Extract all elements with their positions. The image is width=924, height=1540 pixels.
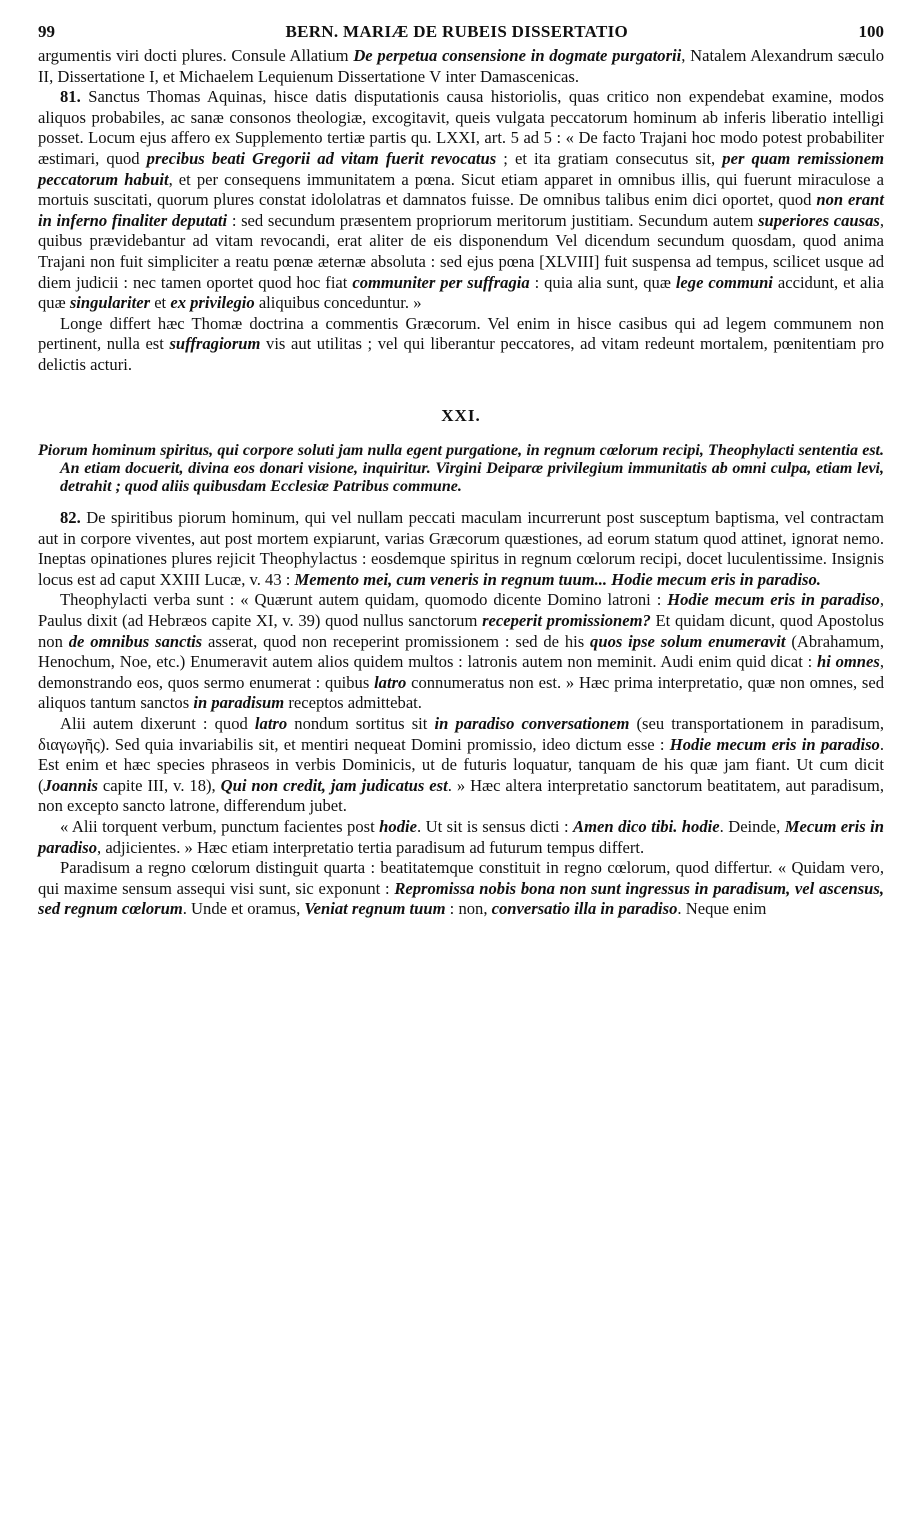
paragraph-number: 81. <box>60 87 81 107</box>
paragraph-continuation: argumentis viri docti plures. Consule Allatium De perpetua consensione in dogmate purgatorii, Natalem Alexandrum sæculo II, Dissertatione I, et Michaelem Lequienum Dissertatione V inter Damascenicas. <box>38 46 884 86</box>
paragraph-82-torquent: « Alii torquent verbum, punctum facientes post hodie. Ut sit is sensus dicti : Amen dico tibi. hodie. Deinde, Mecum eris in paradiso, adjicientes. » Hæc etiam interpretatio tertia paradisum ad futurum tempus differt. <box>38 817 884 857</box>
section-heading: XXI. <box>441 405 481 425</box>
paragraph-82-paradisum: Paradisum a regno cœlorum distinguit quarta : beatitatemque constituit in regno cœlorum, quod differtur. « Quidam vero, qui maxime sensum assequi visi sunt, sic exponunt : Repromissa nobis bona non sunt ingressus in paradisum, vel ascensus, sed regnum cœlorum. Unde et oramus, Veniat regnum tuum : non, conversatio illa in paradiso. Neque enim <box>38 858 884 919</box>
paragraph-82: 82. De spiritibus piorum hominum, qui vel nullam peccati maculam incurrerunt post susceptum baptisma, vel contractam aut in corpore viventes, aut post mortem expiarunt, varias Græcorum quæstiones, ad eorum statum quod attinet, ignorat nemo. Ineptas opinationes plures rejicit Theophylactus : eosdemque spiritus in regnum cœlorum recipi, docet luculentissime. Insignis locus est ad caput XXIII Lucæ, v. 43 : Memento mei, cum veneris in regnum tuum... Hodie mecum eris in paradiso. <box>38 508 884 589</box>
paragraph-82-alii: Alii autem dixerunt : quod latro nondum sortitus sit in paradiso conversationem (seu transportationem in paradisum, διαγωγῆς). Sed quia invariabilis sit, et mentiri nequeat Domini promissio, ideo dictum esse : Hodie mecum eris in paradiso. Est enim et hæc species phraseos in verbis Dominicis, ut de futuris loquatur, tanquam de his quæ jam fiant. Ut cum dicit (Joannis capite III, v. 18), Qui non credit, jam judicatus est. » Hæc altera interpretatio sanctorum beatitatem, aut paradisum, non excepto sancto latrone, differendum jubet. <box>38 714 884 816</box>
running-title: BERN. MARIÆ DE RUBEIS DISSERTATIO <box>285 22 629 41</box>
paragraph-81: 81. Sanctus Thomas Aquinas, hisce datis disputationis causa historiolis, quas critico non expendebat examine, modos aliquos probabiles, ac sanæ consonos theologiæ, excogitavit, queis vulgata peccatorum hominum ab inferis liberatio intelligi posset. Locum ejus affero ex Supplemento tertiæ partis qu. LXXI, art. 5 ad 5 : « De facto Trajani hoc modo potest probabiliter æstimari, quod precibus beati Gregorii ad vitam fuerit revocatus ; et ita gratiam consecutus sit, per quam remissionem peccatorum habuit, et per consequens immunitatem a pœna. Sicut etiam apparet in omnibus illis, qui fuerunt miraculose a mortuis suscitati, quorum plures constat idololatras et damnatos fuisse. De omnibus talibus enim dici oportet, quod non erant in inferno finaliter deputati : sed secundum præsentem propriorum meritorum justitiam. Secundum autem superiores causas, quibus prævidebantur ad vitam revocandi, erat aliter de eis disponendum Vel dicendum secundum quosdam, quod anima Trajani non fuit simpliciter a reatu pœnæ æternæ absoluta : sed ejus pœna [XLVIII] fuit suspensa ad tempus, scilicet usque ad diem judicii : nec tamen oportet quod hoc fiat communiter per suffragia : quia alia sunt, quæ lege communi accidunt, et alia quæ singulariter et ex privilegio aliquibus conceduntur. » <box>38 87 884 313</box>
page-number-left: 99 <box>38 22 55 41</box>
section-summary: Piorum hominum spiritus, qui corpore soluti jam nulla egent purgatione, in regnum cœlorum recipi, Theophylacti sententia est. An etiam docuerit, divina eos donari visione, inquiritur. Virgini Deiparæ privilegium immunitatis ab omni culpa, etiam levi, detrahit ; quod aliis quibusdam Ecclesiæ Patribus commune. <box>38 442 884 496</box>
paragraph-number: 82. <box>60 508 81 528</box>
paragraph-81-conclusion: Longe differt hæc Thomæ doctrina a commentis Græcorum. Vel enim in hisce casibus qui ad legem communem non pertinent, nulla est suffragiorum vis aut utilitas ; vel qui liberantur peccatores, ad vitam redeunt mortalem, pœnitentiam pro delictis acturi. <box>38 313 885 374</box>
running-header <box>38 22 884 46</box>
page-number-right: 100 <box>858 22 884 41</box>
paragraph-82-theophylact: Theophylacti verba sunt : « Quærunt autem quidam, quomodo dicente Domino latroni : Hodie mecum eris in paradiso, Paulus dixit (ad Hebræos capite XI, v. 39) quod nullus sanctorum receperit promissionem? Et quidam dicunt, quod Apostolus non de omnibus sanctis asserat, quod non receperint promissionem : sed de his quos ipse solum enumeravit (Abrahamum, Henochum, Noe, etc.) Enumeravit autem alios quidem multos : latronis autem non meminit. Audi enim quid dicat : hi omnes, demonstrando eos, quos sermo enumerat : quibus latro connumeratus non est. » Hæc prima interpretatio, quæ non omnes, sed aliquos tantum sanctos in paradisum receptos admittebat. <box>38 590 885 713</box>
